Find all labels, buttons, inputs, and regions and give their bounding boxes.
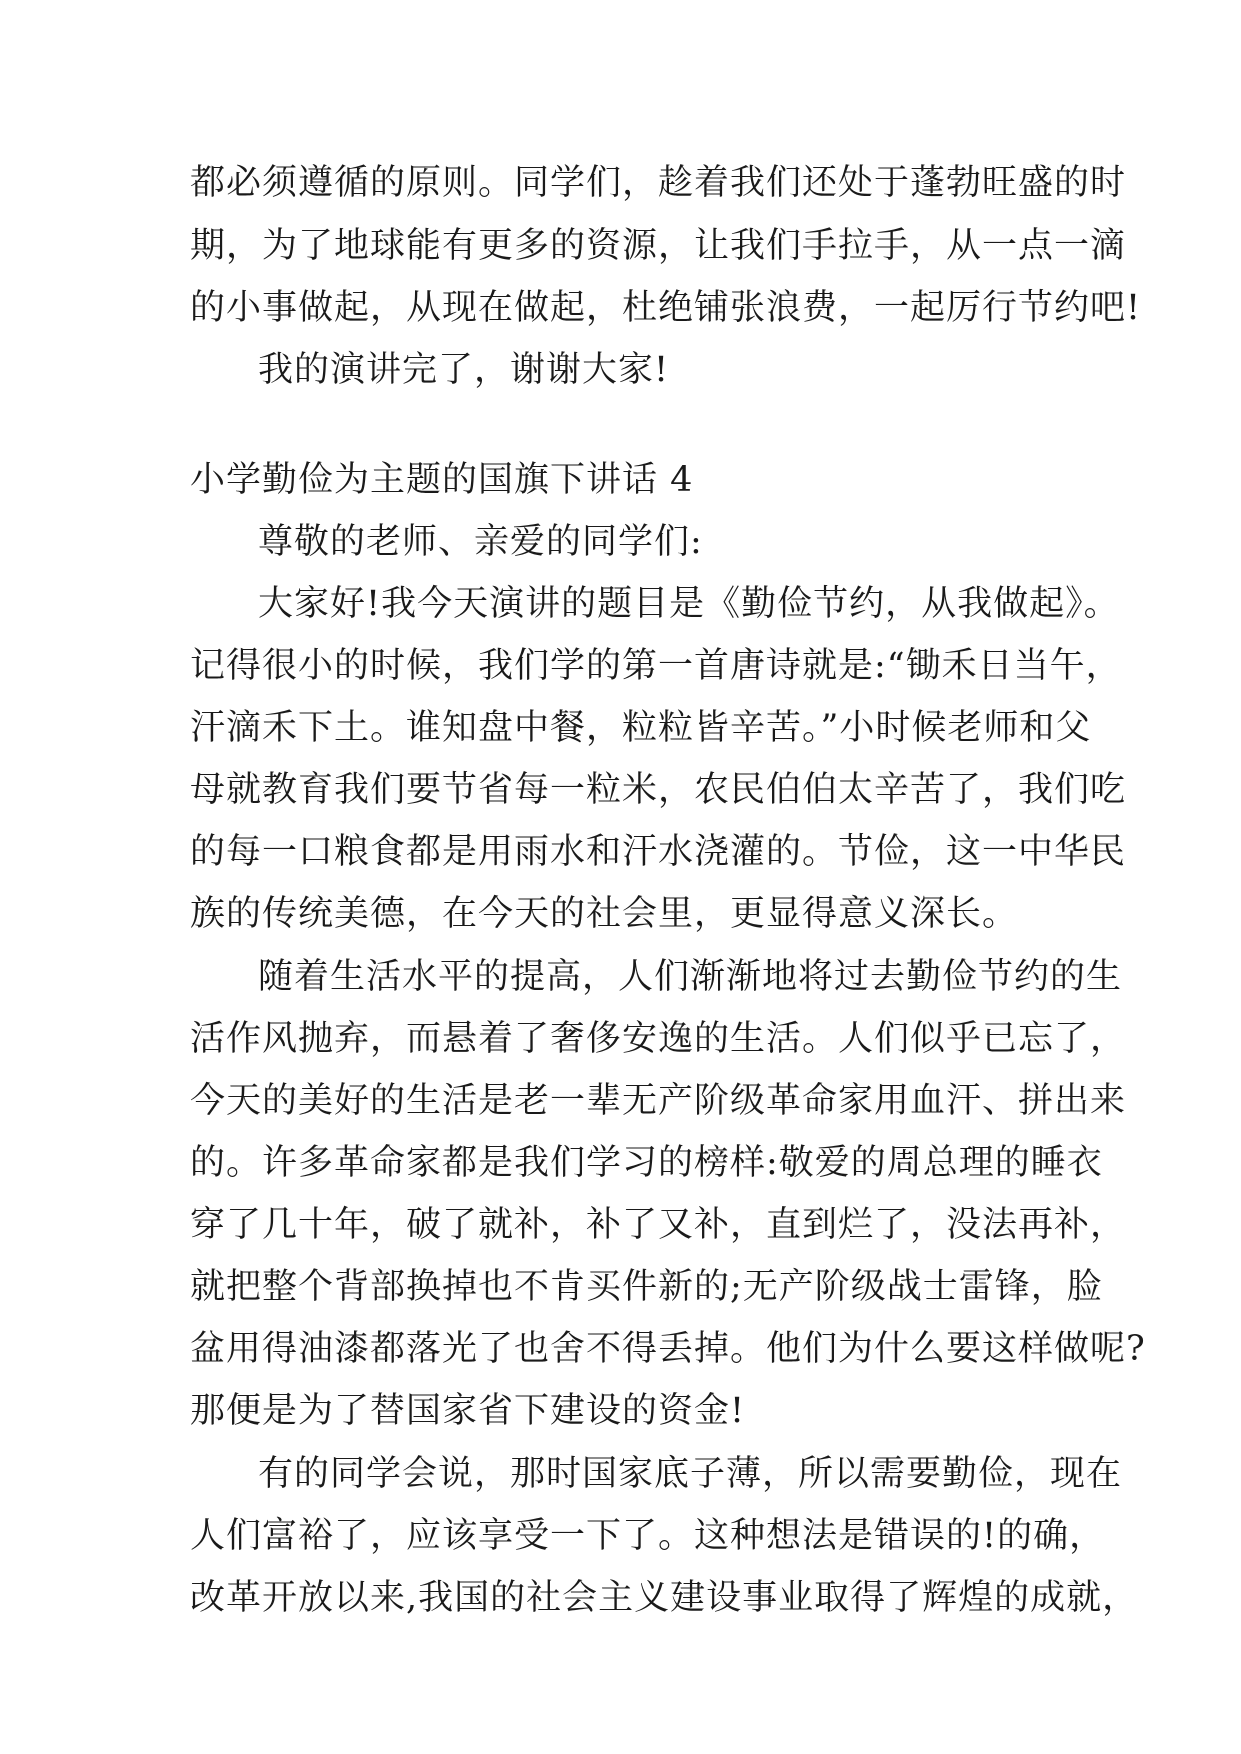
text-line: 的小事做起，从现在做起，杜绝铺张浪费，一起厉行节约吧! bbox=[190, 288, 1142, 328]
text-line: 族的传统美德，在今天的社会里，更显得意义深长。 bbox=[190, 894, 1019, 934]
text-line: 今天的美好的生活是老一辈无产阶级革命家用血汗、拼出来 bbox=[190, 1081, 1127, 1121]
text-line: 我的演讲完了，谢谢大家! bbox=[258, 350, 670, 390]
section-heading: 小学勤俭为主题的国旗下讲话 4 bbox=[190, 460, 694, 500]
text-line: 随着生活水平的提高，人们渐渐地将过去勤俭节约的生 bbox=[258, 957, 1123, 997]
salutation: 尊敬的老师、亲爱的同学们: bbox=[258, 522, 703, 562]
text-line: 汗滴禾下土。谁知盘中餐，粒粒皆辛苦。”小时候老师和父 bbox=[190, 708, 1092, 748]
text-line: 母就教育我们要节省每一粒米，农民伯伯太辛苦了，我们吃 bbox=[190, 770, 1127, 810]
text-line: 那便是为了替国家省下建设的资金! bbox=[190, 1391, 746, 1431]
text-line: 就把整个背部换掉也不肯买件新的;无产阶级战士雷锋，脸 bbox=[190, 1267, 1103, 1307]
text-line: 盆用得油漆都落光了也舍不得丢掉。他们为什么要这样做呢? bbox=[190, 1329, 1146, 1369]
text-line: 穿了几十年，破了就补，补了又补，直到烂了，没法再补， bbox=[190, 1205, 1127, 1245]
text-line: 有的同学会说，那时国家底子薄，所以需要勤俭，现在 bbox=[258, 1454, 1123, 1494]
text-line: 人们富裕了，应该享受一下了。这种想法是错误的!的确， bbox=[190, 1516, 1106, 1556]
text-line: 都必须遵循的原则。同学们，趁着我们还处于蓬勃旺盛的时 bbox=[190, 163, 1127, 203]
text-line: 的每一口粮食都是用雨水和汗水浇灌的。节俭，这一中华民 bbox=[190, 832, 1127, 872]
text-line: 活作风抛弃，而悬着了奢侈安逸的生活。人们似乎已忘了， bbox=[190, 1019, 1127, 1059]
text-line: 大家好!我今天演讲的题目是《勤俭节约，从我做起》。 bbox=[258, 584, 1120, 624]
text-line: 期，为了地球能有更多的资源，让我们手拉手，从一点一滴 bbox=[190, 226, 1127, 266]
text-line: 的。许多革命家都是我们学习的榜样:敬爱的周总理的睡衣 bbox=[190, 1143, 1103, 1183]
text-line: 改革开放以来,我国的社会主义建设事业取得了辉煌的成就， bbox=[190, 1578, 1139, 1618]
text-line: 记得很小的时候，我们学的第一首唐诗就是:“锄禾日当午， bbox=[190, 646, 1122, 686]
